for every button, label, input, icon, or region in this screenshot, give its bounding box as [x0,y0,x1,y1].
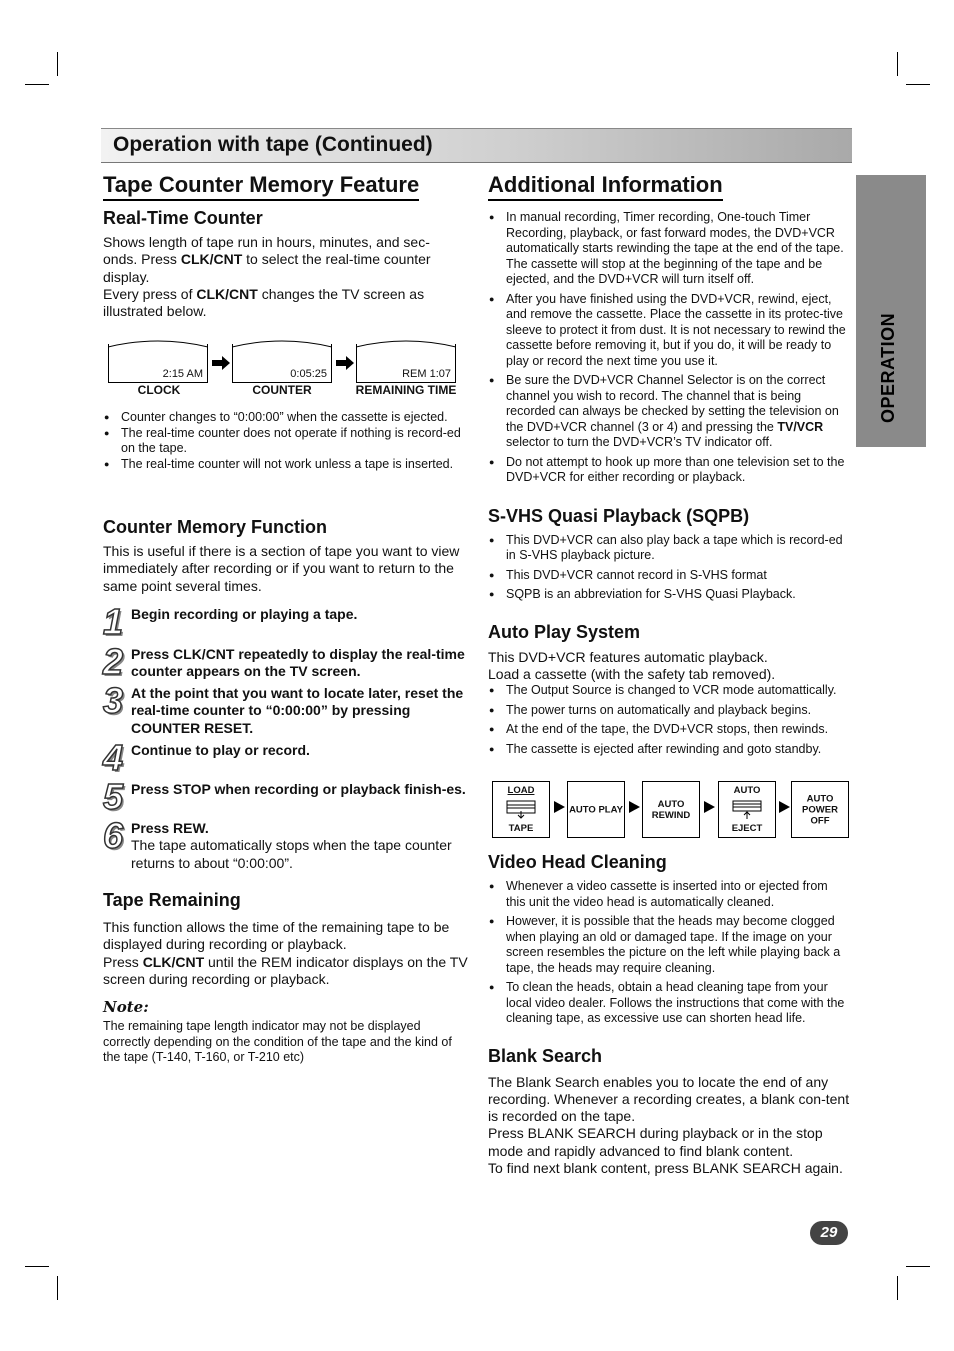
section-banner [101,128,852,163]
realtime-text: Shows length of tape run in hours, minutes, and sec- onds. Press CLK/CNT to select the real-time counter display. Every press of CLK/CNT changes the TV screen as illustrated below. [103,234,431,320]
counter-memory-section [103,517,468,595]
flow-arrow-icon [554,801,565,813]
list-item: ● The real-time counter does not operate if nothing is record-ed on the tape. [103,426,463,457]
step-3: 3 At the point that you want to locate later, reset the real-time counter to “0:00:00” by pressing COUNTER RESET. [103,680,464,736]
screen-value: 0:05:25 [290,368,327,380]
list-item: ● However, it is possible that the heads may become clogged when playing an old or damaged tape. If the image on your screen resembles the picture on the left while playing back a tape, the heads may require cleaning. [488,914,850,976]
tv-screen-counter [232,344,332,383]
tv-screen-clock [108,344,208,383]
memory-intro: This is useful if there is a section of tape you want to view immediately after recording or if you want to return to the same point several times. [103,543,460,594]
tape-remaining-section [103,890,468,1066]
step-1: 1 Begin recording or playing a tape. [103,601,358,642]
side-tab [856,175,926,447]
autoplay-l2: Load a cassette (with the safety tab removed). [488,665,776,682]
cassette-icon [506,799,536,819]
screen-value: REM 1:07 [402,368,451,380]
step-6: 6 Press REW. The tape automatically stops when the tape counter returns to about “0:00:00”. [103,815,452,871]
note-text: The remaining tape length indicator may not be displayed correctly depending on the condition of the tape and the kind of the tape (T-140, T-160, or T-210 etc) [103,1019,452,1065]
screen-value: 2:15 AM [162,368,203,380]
list-item: ● Do not attempt to hook up more than one television set to the DVD+VCR for either recording or playback. [488,455,850,486]
blank-search-title: Blank Search [488,1045,603,1066]
flow-arrow-icon [629,801,640,813]
auto-power-off-box: AUTO POWER OFF [791,781,849,838]
list-item: ● To clean the heads, obtain a head cleaning tape from your local video dealer. Follows the instructions that come with the cleaning tape, as excessive use can shorten head life. [488,980,850,1027]
auto-eject-box: AUTO EJECT [718,781,776,838]
list-item: ● The power turns on automatically and playback begins. [488,703,850,719]
remaining-p2: Press CLK/CNT until the REM indicator displays on the TV screen during recording or playback. [103,953,468,987]
auto-play-box: AUTO PLAY [567,781,625,838]
crop-mark [57,52,58,76]
crop-mark [897,1276,898,1300]
right-arrow-icon [212,356,230,370]
list-item: ● The real-time counter will not work unless a tape is inserted. [103,457,463,473]
realtime-title: Real-Time Counter [103,208,263,228]
list-item: ● In manual recording, Timer recording, One-touch Timer Recording, playback, or fast forward modes, the DVD+VCR automatically starts rewinding the tape at the end of the tape. The cassette will stop at the beginning of the tape and be ejected, and the DVD+VCR will turn itself off. [488,210,850,288]
step-5: 5 Press STOP when recording or playback finish-es. [103,776,466,817]
list-item: ● Be sure the DVD+VCR Channel Selector is on the correct channel you wish to record. The channel that is being recorded can always be checked by setting the television on the DVD+VCR channel (3 or 4) and pressing the TV/VCR selector to turn the DVD+VCR’s TV indicator off. [488,373,850,451]
screen-label: CLOCK [137,383,181,397]
page-number: 29 [810,1221,848,1245]
blank-p2: Press BLANK SEARCH during playback or in the stop mode and rapidly advanced to find blank content. [488,1125,823,1159]
blank-p3: To find next blank content, press BLANK SEARCH again. [488,1159,843,1176]
crop-mark [25,84,49,85]
list-item: ● After you have finished using the DVD+VCR, rewind, eject, and remove the cassette. Place the cassette in its protec-tive sleeve to protect it from dust. It is not necessary to rewind the cassette before removing it, but if you do, it will be ready to play or record the next time you use it. [488,292,850,370]
cleaning-title: Video Head Cleaning [488,852,667,872]
list-item: ● SQPB is an abbreviation for S-VHS Quasi Playback. [488,587,850,603]
list-item: ● At the end of the tape, the DVD+VCR stops, then rewinds. [488,722,850,738]
realtime-notes [103,410,463,476]
list-item: ● This DVD+VCR can also play back a tape which is record-ed in S-VHS playback picture. [488,533,850,564]
note-title: Note: [103,998,149,1017]
list-item: ● This DVD+VCR cannot record in S-VHS format [488,568,850,584]
eject-icon [732,800,762,820]
banner-title: Operation with tape (Continued) [113,133,433,156]
screen-label: COUNTER [252,383,312,397]
side-tab-label: OPERATION [878,312,898,423]
auto-rewind-box: AUTO REWIND [642,781,700,838]
steps [103,601,468,876]
crop-mark [57,1276,58,1300]
crop-mark [25,1266,49,1267]
left-column [103,172,468,320]
crop-mark [906,84,930,85]
autoplay-title: Auto Play System [488,621,641,642]
tape-counter-heading: Tape Counter Memory Feature [103,172,419,201]
step-4: 4 Continue to play or record. [103,737,310,778]
memory-title: Counter Memory Function [103,517,327,537]
screen-label: REMAINING TIME [355,383,457,397]
additional-info-heading: Additional Information [488,172,723,201]
right-arrow-icon [336,356,354,370]
crop-mark [897,52,898,76]
remaining-title: Tape Remaining [103,890,241,910]
list-item: ● Whenever a video cassette is inserted into or ejected from this unit the video head is automatically cleaned. [488,879,850,910]
remaining-p1: This function allows the time of the remaining tape to be displayed during recording or playback. [103,919,450,953]
flow-arrow-icon [704,801,715,813]
step-2: 2 Press CLK/CNT repeatedly to display the real-time counter appears on the TV screen. [103,641,465,682]
list-item: ● The cassette is ejected after rewinding and goto standby. [488,742,850,758]
list-item: ● Counter changes to “0:00:00” when the cassette is ejected. [103,410,463,426]
sqpb-title: S-VHS Quasi Playback (SQPB) [488,505,750,526]
tv-screen-remaining [356,344,456,383]
autoplay-l1: This DVD+VCR features automatic playback. [488,648,768,665]
list-item: ● The Output Source is changed to VCR mode automattically. [488,683,850,699]
crop-mark [906,1266,930,1267]
right-lower [488,852,850,1177]
blank-p1: The Blank Search enables you to locate the end of any recording. Whenever a recording creates, a blank con-tent is recorded on the tape. [488,1073,850,1125]
right-column [488,172,850,761]
flow-arrow-icon [779,801,790,813]
load-tape-box: LOAD TAPE [492,781,550,838]
